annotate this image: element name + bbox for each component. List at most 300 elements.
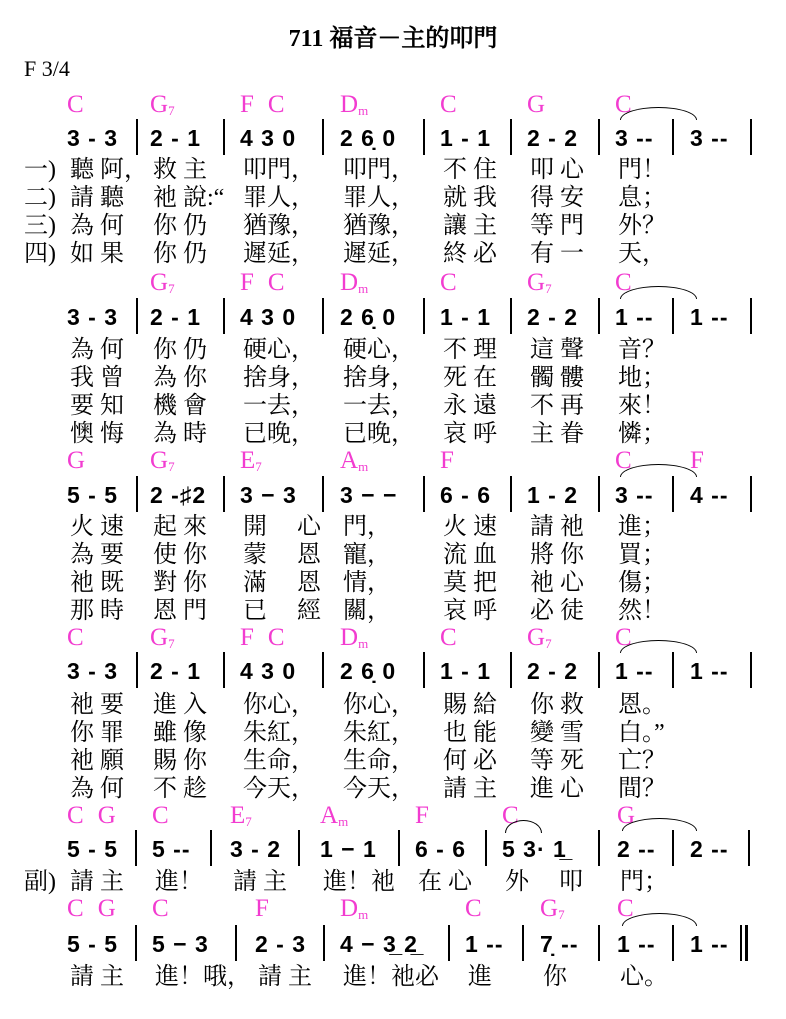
chord-symbol (540, 896, 579, 921)
chord-quality: 7 (168, 459, 175, 474)
barline (210, 830, 212, 866)
barline (423, 298, 425, 334)
lyric-segment: 我 曾 (70, 365, 124, 391)
measure-notes: 2 -- (690, 836, 729, 862)
chord-symbol (67, 448, 99, 473)
measure-notes: 1 - 2 (527, 482, 579, 508)
lyric-segment: 罪人， (243, 185, 315, 211)
measure-notes: 3 − 3 (240, 482, 297, 508)
chord (67, 624, 84, 651)
verse-label: 二) (24, 185, 56, 211)
measure-notes: 2 - 2 (527, 658, 579, 684)
lyric-segment: 你 仍 (153, 213, 207, 239)
measure-notes: 4 3 0 (240, 304, 297, 330)
chord (268, 91, 285, 118)
lyric-segment: 滿 恩 (243, 570, 321, 596)
chord-symbol (415, 803, 443, 828)
chord (150, 269, 175, 296)
barline (398, 830, 400, 866)
measure-notes: 5 3· 1̲ (502, 836, 567, 862)
lyric-segment: 朱紅， (243, 720, 315, 746)
barline (510, 119, 512, 155)
lyric-segment: 叩 心 (530, 157, 584, 183)
barline (322, 119, 324, 155)
measure-notes: 1 - 1 (440, 304, 492, 330)
measure-notes: 1 - 1 (440, 125, 492, 151)
chord-root: D (340, 269, 359, 296)
chord-quality: 7 (558, 907, 565, 922)
chord-root: G (97, 895, 116, 922)
barline (510, 298, 512, 334)
chord (230, 802, 252, 829)
lyric-segment: 火 速 (443, 514, 497, 540)
measure-notes: 5 - 5 (67, 836, 119, 862)
lyric-segment: 你 罪 (70, 720, 124, 746)
chord (440, 91, 457, 118)
lyric-segment: 得 安 (530, 185, 584, 211)
barline (423, 652, 425, 688)
barline (323, 925, 325, 961)
chord-quality: 7 (545, 281, 552, 296)
final-barline (745, 925, 748, 961)
lyric-segment: 罪人， (343, 185, 415, 211)
chord-symbol (230, 803, 266, 828)
measure-notes: 1 -- (615, 658, 654, 684)
lyric-segment: 捨身， (243, 365, 315, 391)
chord (67, 447, 85, 474)
barline (298, 830, 300, 866)
lyric-segment: 何 必 (443, 748, 497, 774)
measure-notes: 2 6̣ 0 (340, 125, 397, 151)
chord (67, 895, 84, 922)
chord-quality: m (338, 814, 349, 829)
chord-symbol (150, 92, 189, 117)
lyric-segment: 請 主 (258, 964, 312, 990)
lyric-segment: 死 在 (443, 365, 497, 391)
chord-root: C (67, 895, 84, 922)
lyric-segment: 今天， (243, 776, 315, 802)
lyric-segment: 不 趁 (153, 776, 207, 802)
lyric-segment: 亡？ (618, 748, 666, 774)
lyric-segment: 賜 你 (153, 748, 207, 774)
lyric-segment: 恩 門 (153, 598, 207, 624)
chord-symbol (67, 625, 98, 650)
measure-notes: 3 -- (615, 482, 654, 508)
lyric-segment: 起 來 (153, 514, 207, 540)
lyric-segment: 進； (618, 514, 666, 540)
barline (672, 652, 674, 688)
chord-quality: m (358, 103, 369, 118)
chord-root: G (527, 91, 546, 118)
measure-notes: 6 - 6 (440, 482, 492, 508)
lyric-segment: 你心， (243, 692, 315, 718)
barline (423, 476, 425, 512)
chord-root: F (240, 91, 254, 118)
chord (152, 802, 169, 829)
chord-symbol (150, 270, 189, 295)
lyric-segment: 終 必 (443, 241, 497, 267)
chord-root: E (240, 447, 256, 474)
measure-notes: 4 3 0 (240, 125, 297, 151)
chord (240, 91, 254, 118)
measure-notes: 7̣ -- (540, 931, 579, 957)
lyric-segment: 要 知 (70, 393, 124, 419)
lyric-segment: 生命， (243, 748, 315, 774)
chord-root: C (267, 624, 285, 651)
chord (268, 269, 285, 296)
barline (598, 298, 600, 334)
chord-root: G (97, 802, 116, 829)
chord-symbol (340, 625, 382, 650)
lyric-segment: 進！哦， (155, 964, 251, 990)
barline (750, 652, 752, 688)
chord-root: C (440, 269, 457, 296)
lyric-segment: 門， (343, 514, 391, 540)
barline (135, 830, 137, 866)
barline (672, 119, 674, 155)
measure-notes: 2 6̣ 0 (340, 658, 397, 684)
chord-root: G (150, 624, 169, 651)
chord (255, 895, 269, 922)
chord-symbol (240, 92, 299, 117)
chord (240, 624, 254, 651)
chord-root: C (267, 269, 285, 296)
chord (340, 91, 368, 118)
lyric-segment: 寵， (343, 542, 391, 568)
measure-notes: 2 - 2 (527, 304, 579, 330)
lyric-segment: 為 時 (153, 421, 207, 447)
barline (598, 119, 600, 155)
chord-root: G (150, 91, 169, 118)
lyric-segment: 猶豫， (243, 213, 315, 239)
chord-root: C (152, 895, 169, 922)
measure-notes: 1 -- (615, 304, 654, 330)
barline (510, 652, 512, 688)
verse-label: 副) (24, 869, 56, 895)
lyric-segment: 主 眷 (530, 421, 584, 447)
chord-root: C (440, 91, 457, 118)
measure-notes: 2 - 1 (150, 125, 202, 151)
key-time-signature: F 3/4 (24, 56, 70, 81)
chord (268, 624, 285, 651)
lyric-segment: 聽 阿， (70, 157, 148, 183)
measure-notes: 1 -- (465, 931, 504, 957)
chord-symbol (527, 92, 559, 117)
barline (672, 298, 674, 334)
chord (415, 802, 429, 829)
barline (322, 298, 324, 334)
verse-label: 四) (24, 241, 56, 267)
chord (527, 91, 545, 118)
measure-notes: 3 -- (690, 125, 729, 151)
measure-notes: 2 - 2 (527, 125, 579, 151)
lyric-segment: 如 果 (70, 241, 124, 267)
lyric-segment: 已晚， (243, 421, 315, 447)
chord-root: F (415, 802, 429, 829)
measure-notes: 1 -- (690, 658, 729, 684)
barline (598, 925, 600, 961)
lyric-segment: 請 祂 (530, 514, 584, 540)
lyric-segment: 門； (620, 869, 668, 895)
chord-root: A (320, 802, 339, 829)
chord-symbol (527, 625, 566, 650)
lyric-segment: 在 心 (418, 869, 472, 895)
chord-root: G (527, 624, 546, 651)
chord-quality: 7 (168, 103, 175, 118)
measure-notes: 2 - 3 (255, 931, 307, 957)
chord-symbol (255, 896, 283, 921)
measure-notes: 6 - 6 (415, 836, 467, 862)
lyric-segment: 祂 既 (70, 570, 124, 596)
lyric-segment: 機 會 (153, 393, 207, 419)
chord-quality: m (358, 907, 369, 922)
chord-root: C (617, 895, 634, 922)
chord-root: F (255, 895, 269, 922)
barline (750, 298, 752, 334)
chord-root: C (615, 447, 632, 474)
lyric-segment: 將 你 (530, 542, 584, 568)
lyric-segment: 請 聽 (70, 185, 124, 211)
barline (740, 925, 742, 961)
lyric-segment: 為 何 (70, 776, 124, 802)
chord-symbol (340, 270, 382, 295)
measure-notes: 5 -- (152, 836, 191, 862)
chord-quality: m (358, 459, 369, 474)
lyric-segment: 叩門， (343, 157, 415, 183)
lyric-segment: 蒙 恩 (243, 542, 321, 568)
lyric-segment: 必 徒 (530, 598, 584, 624)
lyric-segment: 遲延， (343, 241, 415, 267)
chord-root: C (615, 269, 632, 296)
lyric-segment: 進 心 (530, 776, 584, 802)
barline (322, 476, 324, 512)
barline (223, 652, 225, 688)
chord-symbol (320, 803, 362, 828)
lyric-segment: 對 你 (153, 570, 207, 596)
lyric-segment: 心。 (620, 964, 668, 990)
measure-notes: 1 -- (690, 304, 729, 330)
lyric-segment: 你 仍 (153, 241, 207, 267)
lyric-segment: 請 主 (443, 776, 497, 802)
measure-notes: 1 - 1 (440, 658, 492, 684)
measure-notes: 5 − 3 (152, 931, 209, 957)
chord-root: C (615, 91, 632, 118)
lyric-segment: 息； (618, 185, 666, 211)
lyric-segment: 為 何 (70, 213, 124, 239)
lyric-segment: 為 何 (70, 337, 124, 363)
barline (136, 652, 138, 688)
chord-symbol (67, 803, 130, 828)
barline (136, 119, 138, 155)
lyric-segment: 門！ (618, 157, 666, 183)
chord-quality: 7 (168, 636, 175, 651)
lyric-segment: 髑 髏 (530, 365, 584, 391)
chord (340, 624, 368, 651)
lyric-segment: 這 聲 (530, 337, 584, 363)
barline (223, 476, 225, 512)
barline (672, 476, 674, 512)
lyric-segment: 不 住 (443, 157, 497, 183)
measure-notes: 1 − 1 (320, 836, 377, 862)
lyric-segment: 流 血 (443, 542, 497, 568)
measure-notes: 3 - 3 (67, 125, 119, 151)
lyric-segment: 就 我 (443, 185, 497, 211)
chord-symbol (465, 896, 496, 921)
chord-symbol (440, 448, 468, 473)
chord-symbol (152, 803, 183, 828)
chord-quality: 7 (245, 814, 252, 829)
measure-notes: 2 -- (617, 836, 656, 862)
lyric-segment: 遲延， (243, 241, 315, 267)
lyric-segment: 火 速 (70, 514, 124, 540)
lyric-segment: 你 救 (530, 692, 584, 718)
measure-notes: 5 - 5 (67, 482, 119, 508)
chord-symbol (67, 896, 130, 921)
chord-quality: 7 (545, 636, 552, 651)
lyric-segment: 哀 呼 (443, 598, 497, 624)
lyric-segment: 然！ (618, 598, 666, 624)
lyric-segment: 祂 心 (530, 570, 584, 596)
measure-notes: 3 - 3 (67, 658, 119, 684)
chord-root: C (502, 802, 519, 829)
chord (440, 447, 454, 474)
chord-symbol (150, 448, 189, 473)
hymn-title: 711 福音－主的叩門 (288, 26, 498, 52)
measure-notes: 1 -- (690, 931, 729, 957)
lyric-segment: 請 主 (70, 869, 124, 895)
lyric-segment: 音？ (618, 337, 666, 363)
barline (672, 925, 674, 961)
lyric-segment: 關， (343, 598, 391, 624)
lyric-segment: 已 經 (243, 598, 321, 624)
chord-root: A (340, 447, 359, 474)
lyric-segment: 一去， (243, 393, 315, 419)
measure-notes: 3 -- (615, 125, 654, 151)
measure-notes: 1 -- (617, 931, 656, 957)
chord-symbol (690, 448, 718, 473)
chord (540, 895, 565, 922)
chord-symbol (440, 625, 471, 650)
lyric-segment: 你 (543, 964, 567, 990)
verse-label: 三) (24, 213, 56, 239)
lyric-segment: 白。” (618, 720, 665, 746)
lyric-segment: 傷； (618, 570, 666, 596)
chord-symbol (527, 270, 566, 295)
chord (98, 802, 116, 829)
lyric-segment: 硬心， (343, 337, 415, 363)
lyric-segment: 請 主 (70, 964, 124, 990)
chord-symbol (440, 270, 471, 295)
lyric-segment: 哀 呼 (443, 421, 497, 447)
chord-root: G (150, 447, 169, 474)
barline (750, 119, 752, 155)
lyric-segment: 進 入 (153, 692, 207, 718)
measure-notes: 2 - 1 (150, 658, 202, 684)
chord-symbol (152, 896, 183, 921)
lyric-segment: 已晚， (343, 421, 415, 447)
chord-symbol (240, 270, 299, 295)
barline (598, 652, 600, 688)
chord-root: F (690, 447, 704, 474)
barline (448, 925, 450, 961)
barline (598, 830, 600, 866)
measure-notes: 2 - 1 (150, 304, 202, 330)
lyric-segment: 懊 悔 (70, 421, 124, 447)
barline (672, 830, 674, 866)
barline (750, 476, 752, 512)
measure-notes: 3 - 2 (230, 836, 282, 862)
lyric-segment: 捨身， (343, 365, 415, 391)
barline (136, 476, 138, 512)
lyric-segment: 不 理 (443, 337, 497, 363)
lyric-segment: 進！祂 (323, 869, 395, 895)
barline (510, 476, 512, 512)
barline (135, 925, 137, 961)
verse-label: 一) (24, 157, 56, 183)
lyric-segment: 你心， (343, 692, 415, 718)
lyric-segment: 你 仍 (153, 337, 207, 363)
lyric-segment: 那 時 (70, 598, 124, 624)
lyric-segment: 外？ (618, 213, 666, 239)
chord-root: C (67, 91, 84, 118)
chord (465, 895, 482, 922)
chord-quality: m (358, 636, 369, 651)
chord-root: C (67, 802, 84, 829)
lyric-segment: 猶豫， (343, 213, 415, 239)
lyric-segment: 開 心 (243, 514, 321, 540)
lyric-segment: 使 你 (153, 542, 207, 568)
measure-notes: 4 3 0 (240, 658, 297, 684)
barline (748, 830, 750, 866)
lyric-segment: 祂 說:“ (153, 185, 225, 211)
lyric-segment: 買； (618, 542, 666, 568)
lyric-segment: 外 叩 (505, 869, 583, 895)
chord-root: F (240, 624, 254, 651)
lyric-segment: 地； (618, 365, 666, 391)
chord (150, 624, 175, 651)
barline (136, 298, 138, 334)
measure-notes: 3 - 3 (67, 304, 119, 330)
chord (440, 624, 457, 651)
lyric-segment: 賜 給 (443, 692, 497, 718)
measure-notes: 4 − 3̲ 2̲ (340, 931, 418, 957)
lyric-segment: 讓 主 (443, 213, 497, 239)
chord-quality: 7 (255, 459, 262, 474)
chord-root: C (267, 91, 285, 118)
lyric-segment: 生命， (343, 748, 415, 774)
lyric-segment: 進！ (155, 869, 203, 895)
chord-root: F (240, 269, 254, 296)
chord (527, 269, 552, 296)
chord-root: G (540, 895, 559, 922)
lyric-segment: 祂 要 (70, 692, 124, 718)
barline (235, 925, 237, 961)
barline (223, 119, 225, 155)
chord-root: D (340, 624, 359, 651)
barline (223, 298, 225, 334)
barline (598, 476, 600, 512)
lyric-segment: 憐； (618, 421, 666, 447)
lyric-segment: 祂 願 (70, 748, 124, 774)
lyric-segment: 不 再 (530, 393, 584, 419)
chord-root: C (152, 802, 169, 829)
lyric-segment: 等 門 (530, 213, 584, 239)
chord-symbol (340, 92, 382, 117)
chord (67, 91, 84, 118)
lyric-segment: 永 遠 (443, 393, 497, 419)
chord (150, 447, 175, 474)
chord-symbol (240, 448, 276, 473)
